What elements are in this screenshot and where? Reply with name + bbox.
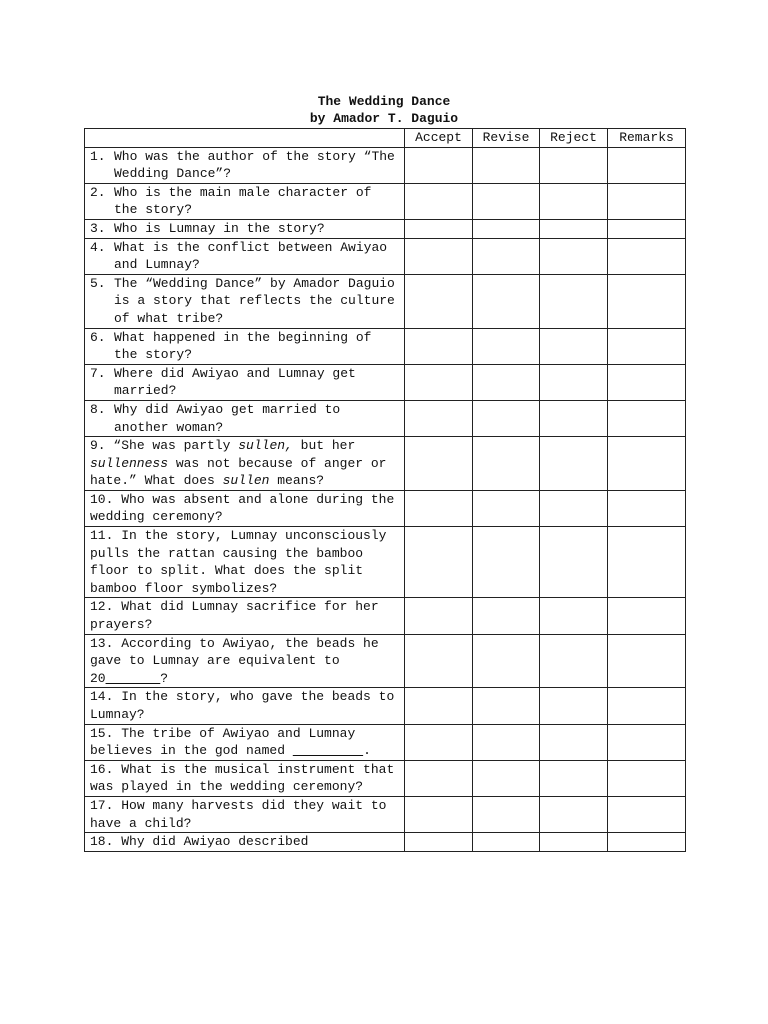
reject-cell[interactable] (540, 760, 608, 796)
table-row (85, 833, 686, 852)
remarks-cell[interactable] (608, 598, 686, 634)
revise-cell[interactable] (473, 147, 540, 183)
table-row (85, 183, 686, 219)
table-row (85, 688, 686, 724)
question-cell (85, 219, 405, 238)
accept-cell[interactable] (405, 527, 473, 598)
question-text: but her (292, 438, 356, 454)
remarks-cell[interactable] (608, 527, 686, 598)
reject-cell[interactable] (540, 490, 608, 526)
table-row (85, 437, 686, 491)
question-cell (85, 400, 405, 436)
answer-blank: _________ (292, 743, 364, 759)
revise-cell[interactable] (473, 833, 540, 852)
revise-cell[interactable] (473, 634, 540, 688)
question-text: What is the musical instrument that was played in the wedding ceremony? (90, 761, 395, 795)
question-text: How many harvests did they wait to have a child? (90, 797, 387, 831)
question-cell (85, 490, 405, 526)
question-number: 15. (90, 725, 114, 741)
question-punctuation: ? (160, 670, 169, 686)
table-row (85, 527, 686, 598)
reject-cell[interactable] (540, 437, 608, 491)
question-number: 11. (90, 528, 114, 544)
table-row (85, 724, 686, 760)
reject-column-header: Reject (540, 129, 608, 148)
reject-cell[interactable] (540, 527, 608, 598)
remarks-cell[interactable] (608, 328, 686, 364)
remarks-cell[interactable] (608, 833, 686, 852)
reject-cell[interactable] (540, 724, 608, 760)
remarks-cell[interactable] (608, 238, 686, 274)
question-text: Who was absent and alone during the wedding ceremony? (90, 491, 395, 525)
revise-cell[interactable] (473, 688, 540, 724)
question-number: 8. (90, 401, 106, 417)
accept-cell[interactable] (405, 147, 473, 183)
table-row (85, 796, 686, 832)
accept-cell[interactable] (405, 364, 473, 400)
reject-cell[interactable] (540, 147, 608, 183)
question-cell (85, 364, 405, 400)
question-cell (85, 328, 405, 364)
revise-column-header: Revise (473, 129, 540, 148)
question-number: 5. (90, 275, 106, 291)
reject-cell[interactable] (540, 364, 608, 400)
reject-cell[interactable] (540, 238, 608, 274)
question-text: In the story, who gave the beads to Lumnay? (90, 689, 395, 722)
accept-cell[interactable] (405, 437, 473, 491)
question-text: The “Wedding Dance” by Amador Daguio is a story that reflects the culture of what tribe? (114, 275, 395, 326)
table-row (85, 598, 686, 634)
remarks-cell[interactable] (608, 437, 686, 491)
question-cell (85, 760, 405, 796)
question-text: What did Lumnay sacrifice for her prayers? (90, 599, 379, 633)
question-text: The tribe of Awiyao and Lumnay believes in the god named (90, 725, 356, 759)
remarks-cell[interactable] (608, 688, 686, 724)
remarks-cell[interactable] (608, 274, 686, 328)
question-text: What is the conflict between Awiyao and Lumnay? (114, 239, 388, 273)
document-author: by Amador T. Daguio (309, 111, 459, 126)
question-number: 7. (90, 365, 106, 381)
reject-cell[interactable] (540, 796, 608, 832)
question-text: means? (269, 473, 325, 489)
question-text: What happened in the beginning of the story? (114, 329, 372, 363)
question-cell (85, 688, 405, 724)
reject-cell[interactable] (540, 688, 608, 724)
table-row (85, 147, 686, 183)
accept-cell[interactable] (405, 724, 473, 760)
question-cell (85, 724, 405, 760)
question-cell (85, 147, 405, 183)
remarks-cell[interactable] (608, 147, 686, 183)
question-column-header (85, 129, 405, 148)
question-number: 10. (90, 491, 114, 507)
revise-cell[interactable] (473, 437, 540, 491)
accept-cell[interactable] (405, 183, 473, 219)
remarks-cell[interactable] (608, 796, 686, 832)
question-cell (85, 183, 405, 219)
accept-cell[interactable] (405, 833, 473, 852)
table-row (85, 400, 686, 436)
revise-cell[interactable] (473, 238, 540, 274)
revise-cell[interactable] (473, 527, 540, 598)
question-number: 4. (90, 239, 106, 255)
table-row (85, 274, 686, 328)
question-text: Who is Lumnay in the story? (114, 220, 325, 236)
accept-cell[interactable] (405, 328, 473, 364)
revise-cell[interactable] (473, 400, 540, 436)
emphasized-word: sullenness (90, 455, 169, 471)
remarks-cell[interactable] (608, 490, 686, 526)
question-number: 18. (90, 834, 114, 850)
question-cell (85, 634, 405, 688)
revise-cell[interactable] (473, 219, 540, 238)
accept-cell[interactable] (405, 219, 473, 238)
reject-cell[interactable] (540, 833, 608, 852)
accept-cell[interactable] (405, 490, 473, 526)
reject-cell[interactable] (540, 328, 608, 364)
accept-cell[interactable] (405, 688, 473, 724)
question-number: 6. (90, 329, 106, 345)
question-punctuation: . (363, 743, 371, 759)
accept-cell[interactable] (405, 274, 473, 328)
question-number: 17. (90, 797, 114, 813)
question-cell (85, 598, 405, 634)
table-row (85, 490, 686, 526)
accept-cell[interactable] (405, 598, 473, 634)
revise-cell[interactable] (473, 364, 540, 400)
revise-cell[interactable] (473, 598, 540, 634)
emphasized-word: sullen (222, 473, 270, 489)
remarks-cell[interactable] (608, 183, 686, 219)
question-text: “She was partly (113, 438, 239, 454)
question-cell (85, 437, 405, 491)
revise-cell[interactable] (473, 796, 540, 832)
question-text: was not because of anger or hate.” What does (90, 455, 387, 489)
table-header-row (85, 129, 686, 148)
document-title: The Wedding Dance (317, 94, 451, 109)
revise-cell[interactable] (473, 760, 540, 796)
accept-cell[interactable] (405, 796, 473, 832)
accept-cell[interactable] (405, 238, 473, 274)
question-cell (85, 833, 405, 852)
revise-cell[interactable] (473, 274, 540, 328)
question-text: Why did Awiyao described (121, 834, 309, 850)
question-cell (85, 527, 405, 598)
question-text: Who was the author of the story “The Wedding Dance”? (114, 148, 395, 182)
accept-column-header: Accept (405, 129, 473, 148)
revise-cell[interactable] (473, 724, 540, 760)
reject-cell[interactable] (540, 183, 608, 219)
remarks-cell[interactable] (608, 634, 686, 688)
reject-cell[interactable] (540, 400, 608, 436)
question-cell (85, 796, 405, 832)
question-number: 2. (90, 184, 106, 200)
question-number: 1. (90, 148, 106, 164)
accept-cell[interactable] (405, 400, 473, 436)
question-text: According to Awiyao, the beads he gave to Lumnay are equivalent to 20 (90, 635, 379, 686)
reject-cell[interactable] (540, 598, 608, 634)
emphasized-word: sullen, (238, 438, 293, 454)
remarks-cell[interactable] (608, 364, 686, 400)
revise-cell[interactable] (473, 183, 540, 219)
reject-cell[interactable] (540, 219, 608, 238)
question-cell (85, 238, 405, 274)
question-text: Why did Awiyao get married to another woman? (114, 401, 341, 435)
remarks-cell[interactable] (608, 760, 686, 796)
table-row (85, 364, 686, 400)
table-row (85, 760, 686, 796)
reject-cell[interactable] (540, 274, 608, 328)
remarks-cell[interactable] (608, 400, 686, 436)
question-text: Where did Awiyao and Lumnay get married? (114, 365, 356, 399)
reject-cell[interactable] (540, 634, 608, 688)
remarks-cell[interactable] (608, 219, 686, 238)
table-row (85, 634, 686, 688)
table-row (85, 238, 686, 274)
evaluation-table (84, 128, 686, 852)
answer-blank: _______ (105, 670, 161, 686)
question-text: Who is the main male character of the story? (114, 184, 372, 218)
table-row (85, 219, 686, 238)
remarks-cell[interactable] (608, 724, 686, 760)
question-number: 9. (90, 438, 106, 454)
question-number: 13. (90, 635, 114, 651)
question-cell (85, 274, 405, 328)
accept-cell[interactable] (405, 634, 473, 688)
accept-cell[interactable] (405, 760, 473, 796)
question-text: In the story, Lumnay unconsciously pulls the rattan causing the bamboo floor to split. What does the split bamboo floor symbolizes? (90, 528, 387, 596)
remarks-column-header: Remarks (608, 129, 686, 148)
revise-cell[interactable] (473, 490, 540, 526)
question-number: 16. (90, 761, 114, 777)
table-row (85, 328, 686, 364)
question-number: 3. (90, 220, 106, 236)
question-number: 14. (90, 689, 114, 705)
question-number: 12. (90, 599, 114, 615)
revise-cell[interactable] (473, 328, 540, 364)
